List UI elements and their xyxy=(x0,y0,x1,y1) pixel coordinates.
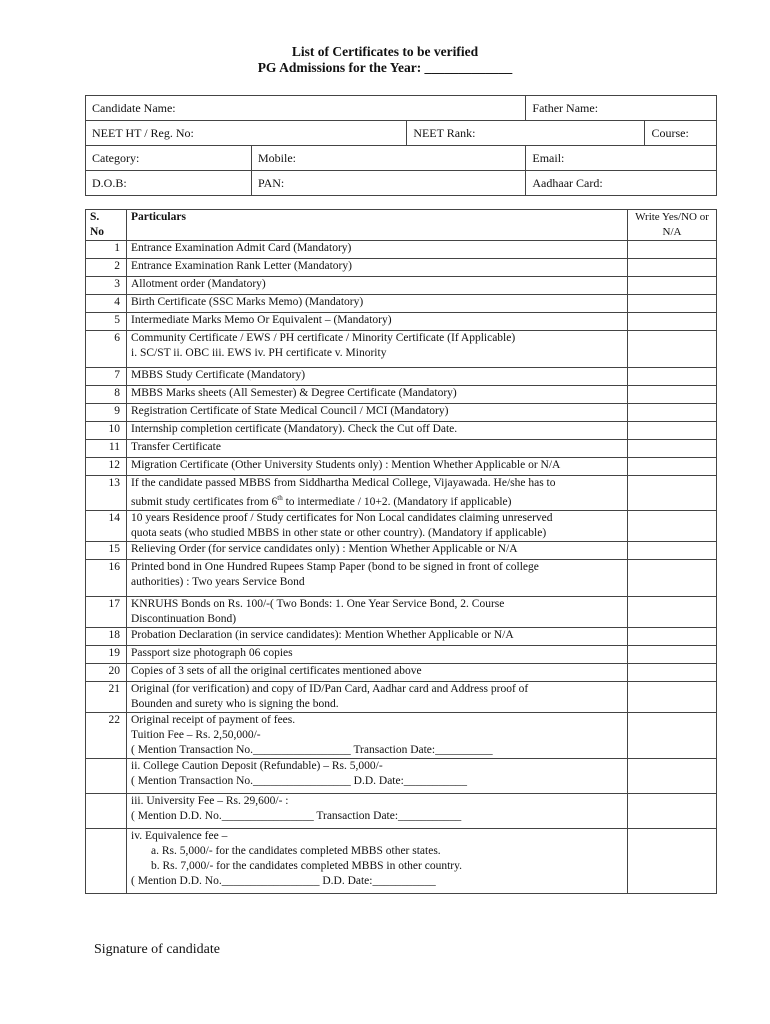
row-particulars: MBBS Marks sheets (All Semester) & Degree Certificate (Mandatory) xyxy=(127,386,628,404)
page-title xyxy=(0,44,770,76)
row-yes-no-cell[interactable] xyxy=(628,313,717,331)
row-yes-no-cell[interactable] xyxy=(628,663,717,681)
row-yes-no-cell[interactable] xyxy=(628,596,717,627)
row-particulars: MBBS Study Certificate (Mandatory) xyxy=(127,368,628,386)
row-number: 4 xyxy=(86,295,127,313)
row-yes-no-cell[interactable] xyxy=(628,386,717,404)
row-yes-no-cell[interactable] xyxy=(628,559,717,596)
row-particulars: Allotment order (Mandatory) xyxy=(127,277,628,295)
table-row xyxy=(86,313,717,331)
row-yes-no-cell[interactable] xyxy=(628,627,717,645)
row-number: 1 xyxy=(86,241,127,259)
row-particulars: Original receipt of payment of fees. Tuition Fee – Rs. 2,50,000/- ( Mention Transaction No._________________ Transaction Date:__________ xyxy=(127,712,628,758)
table-row xyxy=(86,645,717,663)
row-yes-no-cell[interactable] xyxy=(628,241,717,259)
row-yes-no-cell[interactable] xyxy=(628,331,717,368)
table-row xyxy=(86,828,717,893)
table-row xyxy=(86,793,717,828)
row-yes-no-cell[interactable] xyxy=(628,422,717,440)
row-number: 11 xyxy=(86,440,127,458)
candidate-info-table xyxy=(85,95,717,196)
signature-label: Signature of candidate xyxy=(94,942,220,957)
table-row xyxy=(86,758,717,793)
table-row xyxy=(86,663,717,681)
course-field[interactable]: Course: xyxy=(645,121,717,146)
table-row xyxy=(86,440,717,458)
fee-caution-deposit: ii. College Caution Deposit (Refundable) – Rs. 5,000/- ( Mention Transaction No._________________ D.D. Date:___________ xyxy=(127,758,628,793)
row-particulars: Intermediate Marks Memo Or Equivalent – (Mandatory) xyxy=(127,313,628,331)
aadhaar-field[interactable]: Aadhaar Card: xyxy=(526,171,717,196)
candidate-name-field[interactable]: Candidate Name: xyxy=(86,96,526,121)
row-yes-no-cell[interactable] xyxy=(628,368,717,386)
row-particulars: Passport size photograph 06 copies xyxy=(127,645,628,663)
row-yes-no-cell[interactable] xyxy=(628,458,717,476)
row-yes-no-cell[interactable] xyxy=(628,476,717,511)
row-number: 3 xyxy=(86,277,127,295)
row-yes-no-cell[interactable] xyxy=(628,277,717,295)
table-row xyxy=(86,541,717,559)
row-particulars: Entrance Examination Rank Letter (Mandatory) xyxy=(127,259,628,277)
row-number: 8 xyxy=(86,386,127,404)
row-number: 22 xyxy=(86,712,127,758)
row-yes-no-cell[interactable] xyxy=(628,681,717,712)
neet-ht-field[interactable]: NEET HT / Reg. No: xyxy=(86,121,407,146)
fee-equivalence: iv. Equivalence fee – a. Rs. 5,000/- for the candidates completed MBBS other states. b. Rs. 7,000/- for the candidates completed MBBS in other country. ( Mention D.D. No._________________ D.D. Date:___________ xyxy=(127,828,628,893)
row-particulars: KNRUHS Bonds on Rs. 100/-( Two Bonds: 1. One Year Service Bond, 2. Course Discontinuation Bond) xyxy=(127,596,628,627)
row-number: 12 xyxy=(86,458,127,476)
row-number: 17 xyxy=(86,596,127,627)
row-particulars: Relieving Order (for service candidates only) : Mention Whether Applicable or N/A xyxy=(127,541,628,559)
table-row xyxy=(86,368,717,386)
row-particulars: Birth Certificate (SSC Marks Memo) (Mandatory) xyxy=(127,295,628,313)
row-number: 6 xyxy=(86,331,127,368)
row-yes-no-cell[interactable] xyxy=(628,541,717,559)
table-row xyxy=(86,241,717,259)
row-particulars: Original (for verification) and copy of ID/Pan Card, Aadhar card and Address proof of Bounden and surety who is signing the bond. xyxy=(127,681,628,712)
row-particulars: Community Certificate / EWS / PH certificate / Minority Certificate (If Applicable) i. SC/ST ii. OBC iii. EWS iv. PH certificate v. Minority xyxy=(127,331,628,368)
title-line-2: PG Admissions for the Year: _____________ xyxy=(257,60,513,75)
row-number: 20 xyxy=(86,663,127,681)
table-row xyxy=(86,259,717,277)
neet-rank-field[interactable]: NEET Rank: xyxy=(407,121,645,146)
row-yes-no-cell[interactable] xyxy=(628,510,717,541)
table-row xyxy=(86,596,717,627)
row-number: 19 xyxy=(86,645,127,663)
table-row xyxy=(86,510,717,541)
table-row xyxy=(86,422,717,440)
row-yes-no-cell[interactable] xyxy=(628,645,717,663)
row-particulars: Printed bond in One Hundred Rupees Stamp Paper (bond to be signed in front of college authorities) : Two years Service Bond xyxy=(127,559,628,596)
row-number: 14 xyxy=(86,510,127,541)
table-row xyxy=(86,559,717,596)
row-particulars: Entrance Examination Admit Card (Mandatory) xyxy=(127,241,628,259)
fee-university: iii. University Fee – Rs. 29,600/- : ( Mention D.D. No.________________ Transaction Date:___________ xyxy=(127,793,628,828)
row-yes-no-cell[interactable] xyxy=(628,259,717,277)
row-particulars: If the candidate passed MBBS from Siddhartha Medical College, Vijayawada. He/she has to submit study certificates from 6th to intermediate / 10+2. (Mandatory if applicable) xyxy=(127,476,628,511)
row-number: 21 xyxy=(86,681,127,712)
row-number: 13 xyxy=(86,476,127,511)
table-row xyxy=(86,458,717,476)
table-row xyxy=(86,404,717,422)
row-number-empty xyxy=(86,828,127,893)
row-particulars: Probation Declaration (in service candidates): Mention Whether Applicable or N/A xyxy=(127,627,628,645)
table-row xyxy=(86,712,717,758)
row-number-empty xyxy=(86,758,127,793)
row-particulars: Migration Certificate (Other University Students only) : Mention Whether Applicable or N/A xyxy=(127,458,628,476)
row-yes-no-cell[interactable] xyxy=(628,758,717,793)
row-number: 15 xyxy=(86,541,127,559)
category-field[interactable]: Category: xyxy=(86,146,252,171)
dob-field[interactable]: D.O.B: xyxy=(86,171,252,196)
row-number: 7 xyxy=(86,368,127,386)
table-row xyxy=(86,681,717,712)
table-row xyxy=(86,386,717,404)
row-number: 18 xyxy=(86,627,127,645)
row-yes-no-cell[interactable] xyxy=(628,440,717,458)
row-yes-no-cell[interactable] xyxy=(628,404,717,422)
row-yes-no-cell[interactable] xyxy=(628,828,717,893)
father-name-field[interactable]: Father Name: xyxy=(526,96,717,121)
title-line-1: List of Certificates to be verified xyxy=(291,44,479,59)
certificates-table xyxy=(85,209,717,894)
table-row xyxy=(86,331,717,368)
row-yes-no-cell[interactable] xyxy=(628,712,717,758)
row-particulars: 10 years Residence proof / Study certificates for Non Local candidates claiming unreserved quota seats (who studied MBBS in other state or other country). (Mandatory if applicable) xyxy=(127,510,628,541)
row-number-empty xyxy=(86,793,127,828)
row-number: 5 xyxy=(86,313,127,331)
table-row xyxy=(86,476,717,511)
row-particulars: Registration Certificate of State Medical Council / MCI (Mandatory) xyxy=(127,404,628,422)
row-number: 10 xyxy=(86,422,127,440)
mobile-field[interactable]: Mobile: xyxy=(252,146,526,171)
table-row xyxy=(86,295,717,313)
row-number: 9 xyxy=(86,404,127,422)
row-particulars: Copies of 3 sets of all the original certificates mentioned above xyxy=(127,663,628,681)
row-particulars: Internship completion certificate (Mandatory). Check the Cut off Date. xyxy=(127,422,628,440)
pan-field[interactable]: PAN: xyxy=(252,171,526,196)
yn-header: Write Yes/NO or N/A xyxy=(628,210,717,241)
table-row xyxy=(86,277,717,295)
sno-header: S. No xyxy=(86,210,127,241)
row-number: 2 xyxy=(86,259,127,277)
table-row xyxy=(86,627,717,645)
row-yes-no-cell[interactable] xyxy=(628,793,717,828)
row-particulars: Transfer Certificate xyxy=(127,440,628,458)
row-yes-no-cell[interactable] xyxy=(628,295,717,313)
row-number: 16 xyxy=(86,559,127,596)
email-field[interactable]: Email: xyxy=(526,146,717,171)
particulars-header: Particulars xyxy=(127,210,628,241)
